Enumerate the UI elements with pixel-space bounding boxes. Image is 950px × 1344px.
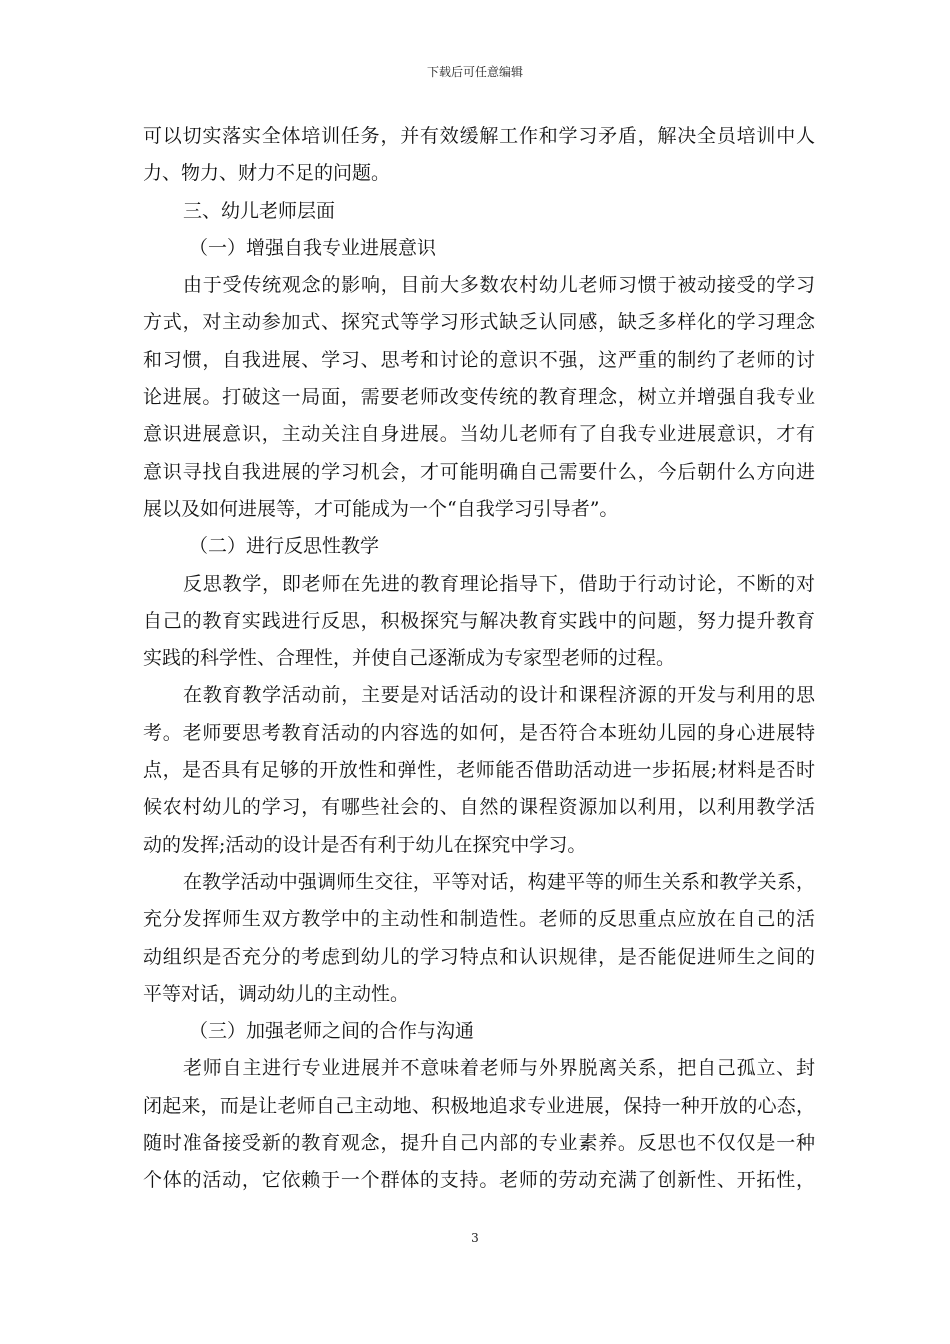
text-line: 点，是否具有足够的开放性和弹性，老师能否借助活动进一步拓展;材料是否时 [143,759,815,782]
text-line: 随时准备接受新的教育观念，提升自己内部的专业素养。反思也不仅仅是一种 [143,1132,815,1155]
text-line: 动组织是否充分的考虑到幼儿的学习特点和认识规律，是否能促进师生之间的 [143,945,815,968]
text-line: 论进展。打破这一局面，需要老师改变传统的教育理念，树立并增强自我专业 [143,386,815,409]
text-line: 在教育教学活动前，主要是对话活动的设计和课程济源的开发与利用的思 [183,684,815,707]
text-line: 实践的科学性、合理性，并使自己逐渐成为专家型老师的过程。 [143,647,676,670]
text-line: 老师自主进行专业进展并不意味着老师与外界脱离关系，把自己孤立、封 [183,1057,815,1080]
text-line: 候农村幼儿的学习，有哪些社会的、自然的课程资源加以利用，以利用教学活 [143,796,815,819]
text-line: 展以及如何进展等，才可能成为一个“自我学习引导者”。 [143,497,619,520]
text-line: （一）增强自我专业进展意识 [189,236,437,259]
text-line: 在教学活动中强调师生交往，平等对话，构建平等的师生关系和教学关系， [183,870,815,893]
text-line: 三、幼儿老师层面 [183,199,336,222]
text-line: 力、物力、财力不足的问题。 [143,162,391,185]
text-line: 平等对话，调动幼儿的主动性。 [143,982,410,1005]
page-header: 下载后可任意编辑 [426,65,523,79]
text-line: 闭起来，而是让老师自己主动地、积极地追求专业进展，保持一种开放的心态， [143,1094,815,1117]
text-line: 自己的教育实践进行反思，积极探究与解决教育实践中的问题，努力提升教育 [143,609,815,632]
text-line: 可以切实落实全体培训任务，并有效缓解工作和学习矛盾，解决全员培训中人 [143,125,815,147]
text-line: 反思教学，即老师在先进的教育理论指导下，借助于行动讨论，不断的对 [183,572,815,595]
text-line: 考。老师要思考教育活动的内容选的如何，是否符合本班幼儿园的身心进展特 [143,721,815,744]
text-line: 个体的活动，它依赖于一个群体的支持。老师的劳动充满了创新性、开拓性， [143,1169,815,1192]
text-line: 方式，对主动参加式、探究式等学习形式缺乏认同感，缺乏多样化的学习理念 [143,311,815,334]
text-line: 和习惯，自我进展、学习、思考和讨论的意识不强，这严重的制约了老师的讨 [143,348,815,371]
text-line: 动的发挥;活动的设计是否有利于幼儿在探究中学习。 [143,833,587,856]
text-line: 充分发挥师生双方教学中的主动性和制造性。老师的反思重点应放在自己的活 [143,908,815,931]
text-line: （二）进行反思性教学 [189,535,380,558]
text-line: 意识进展意识，主动关注自身进展。当幼儿老师有了自我专业进展意识，才有 [143,423,815,446]
text-line: 由于受传统观念的影响，目前大多数农村幼儿老师习惯于被动接受的学习 [183,274,815,297]
document-body [143,118,815,1200]
text-line: （三）加强老师之间的合作与沟通 [189,1020,475,1043]
page-number: 3 [471,1231,479,1245]
text-line: 意识寻找自我进展的学习机会，才可能明确自己需要什么，今后朝什么方向进 [143,460,815,483]
